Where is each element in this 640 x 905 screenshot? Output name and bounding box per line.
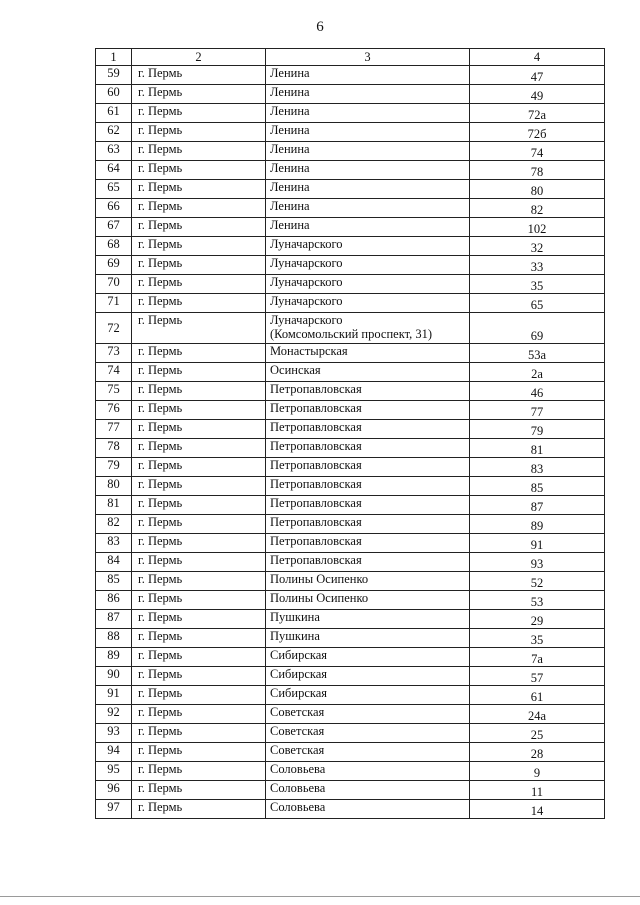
house-number-cell: 32 [470,237,605,256]
house-number-cell: 52 [470,572,605,591]
row-number: 64 [96,161,132,180]
street-name: Ленина [270,218,310,232]
row-number: 74 [96,363,132,382]
table-row [96,458,605,477]
street-name: Петропавловская [270,420,362,434]
city-cell: г. Пермь [132,66,266,85]
house-number-cell: 35 [470,275,605,294]
city-cell: г. Пермь [132,629,266,648]
row-number: 72 [96,313,132,344]
row-number: 82 [96,515,132,534]
row-number: 79 [96,458,132,477]
street-cell [266,66,470,85]
city-cell: г. Пермь [132,496,266,515]
table-row [96,496,605,515]
street-name: Советская [270,724,325,738]
row-number: 68 [96,237,132,256]
street-name: Сибирская [270,686,328,700]
house-number-cell: 89 [470,515,605,534]
house-number-cell: 33 [470,256,605,275]
table-row [96,667,605,686]
row-number: 93 [96,724,132,743]
street-cell [266,705,470,724]
street-name: Ленина [270,123,310,137]
table-row [96,686,605,705]
street-name: Петропавловская [270,515,362,529]
house-number-cell: 85 [470,477,605,496]
street-cell [266,743,470,762]
table-row [96,123,605,142]
row-number: 61 [96,104,132,123]
street-name: Пушкина [270,610,320,624]
house-number-cell: 65 [470,294,605,313]
city-cell: г. Пермь [132,705,266,724]
street-name: Луначарского [270,294,343,308]
row-number: 87 [96,610,132,629]
street-cell [266,496,470,515]
street-name: Луначарского [270,313,343,327]
city-cell: г. Пермь [132,610,266,629]
column-header-number: 1 [96,49,132,66]
street-cell [266,610,470,629]
column-header-house: 4 [470,49,605,66]
street-cell [266,294,470,313]
house-number-cell: 24а [470,705,605,724]
street-cell [266,667,470,686]
row-number: 80 [96,477,132,496]
street-name: Луначарского [270,256,343,270]
row-number: 97 [96,800,132,819]
city-cell: г. Пермь [132,439,266,458]
street-cell [266,439,470,458]
street-cell [266,180,470,199]
row-number: 71 [96,294,132,313]
city-cell: г. Пермь [132,237,266,256]
house-number-cell: 91 [470,534,605,553]
row-number: 63 [96,142,132,161]
street-cell [266,237,470,256]
street-name: Ленина [270,66,310,80]
table-row [96,591,605,610]
house-number-cell: 83 [470,458,605,477]
street-cell [266,123,470,142]
city-cell: г. Пермь [132,401,266,420]
address-table-body [96,49,605,819]
city-cell: г. Пермь [132,199,266,218]
city-cell: г. Пермь [132,85,266,104]
city-cell: г. Пермь [132,534,266,553]
street-cell [266,420,470,439]
house-number-cell: 2а [470,363,605,382]
city-cell: г. Пермь [132,477,266,496]
street-cell [266,534,470,553]
house-number-cell: 7а [470,648,605,667]
city-cell: г. Пермь [132,458,266,477]
table-row [96,382,605,401]
row-number: 84 [96,553,132,572]
table-row [96,313,605,344]
street-cell [266,629,470,648]
column-header-street: 3 [266,49,470,66]
street-name: Петропавловская [270,534,362,548]
street-name: Монастырская [270,344,348,358]
table-row [96,344,605,363]
street-cell [266,104,470,123]
street-name: Пушкина [270,629,320,643]
house-number-cell: 81 [470,439,605,458]
street-name: Петропавловская [270,439,362,453]
house-number-cell: 61 [470,686,605,705]
table-row [96,610,605,629]
row-number: 73 [96,344,132,363]
table-row [96,477,605,496]
table-row [96,743,605,762]
house-number-cell: 29 [470,610,605,629]
street-name: Луначарского [270,237,343,251]
row-number: 62 [96,123,132,142]
street-name: Ленина [270,142,310,156]
table-row [96,142,605,161]
street-name: Соловьева [270,800,326,814]
house-number-cell: 47 [470,66,605,85]
table-header-row [96,49,605,66]
house-number-cell: 82 [470,199,605,218]
house-number-cell: 53 [470,591,605,610]
table-row [96,199,605,218]
row-number: 76 [96,401,132,420]
city-cell: г. Пермь [132,363,266,382]
house-number-cell: 35 [470,629,605,648]
street-cell [266,142,470,161]
street-name: Советская [270,705,325,719]
house-number-cell: 53а [470,344,605,363]
table-row [96,275,605,294]
row-number: 77 [96,420,132,439]
street-cell [266,648,470,667]
city-cell: г. Пермь [132,313,266,344]
street-name: Сибирская [270,648,328,662]
street-cell [266,515,470,534]
row-number: 92 [96,705,132,724]
street-cell [266,781,470,800]
city-cell: г. Пермь [132,667,266,686]
city-cell: г. Пермь [132,382,266,401]
table-row [96,800,605,819]
table-row [96,762,605,781]
street-name: Ленина [270,161,310,175]
table-row [96,515,605,534]
street-name: Петропавловская [270,496,362,510]
street-name: Петропавловская [270,401,362,415]
city-cell: г. Пермь [132,743,266,762]
address-table [95,48,605,819]
house-number-cell: 102 [470,218,605,237]
row-number: 70 [96,275,132,294]
street-note: (Комсомольский проспект, 31) [270,327,433,341]
row-number: 60 [96,85,132,104]
table-row [96,85,605,104]
house-number-cell: 11 [470,781,605,800]
street-cell [266,161,470,180]
table-row [96,401,605,420]
street-cell [266,344,470,363]
row-number: 65 [96,180,132,199]
row-number: 96 [96,781,132,800]
house-number-cell: 28 [470,743,605,762]
street-name: Соловьева [270,762,326,776]
row-number: 81 [96,496,132,515]
table-row [96,161,605,180]
city-cell: г. Пермь [132,515,266,534]
city-cell: г. Пермь [132,256,266,275]
row-number: 67 [96,218,132,237]
house-number-cell: 9 [470,762,605,781]
city-cell: г. Пермь [132,180,266,199]
street-cell [266,401,470,420]
city-cell: г. Пермь [132,572,266,591]
city-cell: г. Пермь [132,142,266,161]
row-number: 78 [96,439,132,458]
street-cell [266,591,470,610]
table-row [96,256,605,275]
street-name: Полины Осипенко [270,572,369,586]
house-number-cell: 87 [470,496,605,515]
street-name: Петропавловская [270,553,362,567]
house-number-cell: 72б [470,123,605,142]
house-number-cell: 14 [470,800,605,819]
street-name: Петропавловская [270,477,362,491]
street-cell [266,762,470,781]
city-cell: г. Пермь [132,553,266,572]
street-name: Советская [270,743,325,757]
street-name: Сибирская [270,667,328,681]
table-row [96,180,605,199]
street-cell [266,218,470,237]
street-name: Петропавловская [270,382,362,396]
row-number: 59 [96,66,132,85]
street-cell [266,85,470,104]
street-cell [266,199,470,218]
table-row [96,420,605,439]
scan-edge-line [0,896,640,897]
table-row [96,218,605,237]
house-number-cell: 77 [470,401,605,420]
table-row [96,553,605,572]
street-name: Соловьева [270,781,326,795]
city-cell: г. Пермь [132,161,266,180]
house-number-cell: 69 [470,313,605,344]
street-cell [266,275,470,294]
house-number-cell: 79 [470,420,605,439]
city-cell: г. Пермь [132,648,266,667]
row-number: 69 [96,256,132,275]
city-cell: г. Пермь [132,800,266,819]
row-number: 90 [96,667,132,686]
city-cell: г. Пермь [132,104,266,123]
table-row [96,629,605,648]
row-number: 85 [96,572,132,591]
city-cell: г. Пермь [132,686,266,705]
table-row [96,294,605,313]
house-number-cell: 57 [470,667,605,686]
city-cell: г. Пермь [132,724,266,743]
street-cell [266,382,470,401]
street-cell [266,477,470,496]
street-cell [266,363,470,382]
house-number-cell: 93 [470,553,605,572]
street-name: Ленина [270,180,310,194]
house-number-cell: 80 [470,180,605,199]
street-cell [266,724,470,743]
table-row [96,705,605,724]
street-cell [266,313,470,344]
row-number: 75 [96,382,132,401]
street-cell [266,800,470,819]
city-cell: г. Пермь [132,762,266,781]
street-cell [266,458,470,477]
city-cell: г. Пермь [132,275,266,294]
table-row [96,781,605,800]
table-row [96,572,605,591]
table-row [96,724,605,743]
house-number-cell: 72а [470,104,605,123]
city-cell: г. Пермь [132,420,266,439]
city-cell: г. Пермь [132,344,266,363]
table-row [96,237,605,256]
row-number: 91 [96,686,132,705]
row-number: 94 [96,743,132,762]
house-number-cell: 49 [470,85,605,104]
street-cell [266,553,470,572]
page-number: 6 [316,19,324,35]
city-cell: г. Пермь [132,218,266,237]
table-row [96,363,605,382]
row-number: 83 [96,534,132,553]
street-name: Ленина [270,85,310,99]
street-name: Ленина [270,104,310,118]
street-cell [266,572,470,591]
row-number: 89 [96,648,132,667]
street-cell [266,686,470,705]
city-cell: г. Пермь [132,123,266,142]
table-row [96,439,605,458]
table-row [96,66,605,85]
street-name: Петропавловская [270,458,362,472]
street-cell [266,256,470,275]
street-name: Осинская [270,363,321,377]
table-row [96,534,605,553]
table-row [96,104,605,123]
row-number: 95 [96,762,132,781]
house-number-cell: 74 [470,142,605,161]
house-number-cell: 78 [470,161,605,180]
house-number-cell: 25 [470,724,605,743]
house-number-cell: 46 [470,382,605,401]
city-cell: г. Пермь [132,781,266,800]
row-number: 88 [96,629,132,648]
street-name: Полины Осипенко [270,591,369,605]
row-number: 66 [96,199,132,218]
column-header-city: 2 [132,49,266,66]
row-number: 86 [96,591,132,610]
street-name: Луначарского [270,275,343,289]
table-row [96,648,605,667]
street-name: Ленина [270,199,310,213]
city-cell: г. Пермь [132,294,266,313]
city-cell: г. Пермь [132,591,266,610]
